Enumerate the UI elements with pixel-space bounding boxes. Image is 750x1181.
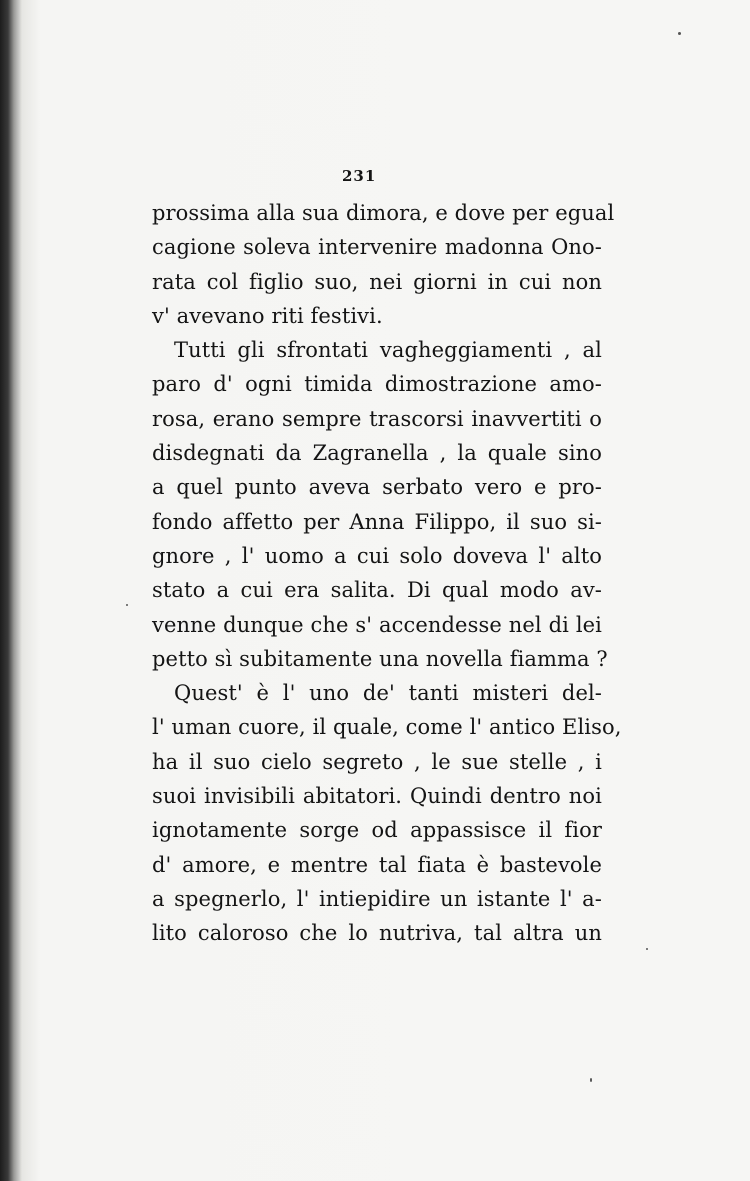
text-line: venne dunque che s' accendesse nel di lei [152, 612, 602, 637]
paper-speck [590, 1078, 592, 1082]
text-line: fondo affetto per Anna Filippo, il suo si- [152, 509, 602, 534]
text-line: ha il suo cielo segreto , le sue stelle , i [152, 749, 602, 774]
text-line: ignotamente sorge od appassisce il fior [152, 818, 602, 843]
paper-speck [646, 948, 648, 950]
body-text [152, 196, 622, 951]
text-line: paro d' ogni timida dimostrazione amo- [152, 372, 602, 397]
text-line: petto sì subitamente una novella fiamma ? [152, 646, 608, 671]
text-line: rosa, erano sempre trascorsi inavvertiti o [152, 406, 602, 431]
text-line: Quest' è l' uno de' tanti misteri del- [174, 681, 602, 706]
text-line: suoi invisibili abitatori. Quindi dentro noi [152, 784, 602, 809]
text-line: v' avevano riti festivi. [152, 303, 383, 328]
paper-speck [126, 604, 128, 606]
text-line: disdegnati da Zagranella , la quale sino [152, 441, 602, 466]
page-number: 231 [342, 167, 377, 185]
text-line: prossima alla sua dimora, e dove per egual [152, 201, 615, 225]
text-line: d' amore, e mentre tal fiata è bastevole [152, 852, 602, 877]
text-line: a quel punto aveva serbato vero e pro- [152, 475, 602, 500]
text-line: Tutti gli sfrontati vagheggiamenti , al [174, 338, 602, 363]
paper-speck [678, 32, 681, 35]
text-line: lito caloroso che lo nutriva, tal altra un [152, 921, 602, 946]
text-line: cagione soleva intervenire madonna Ono- [152, 235, 602, 260]
text-line: l' uman cuore, il quale, come l' antico Eliso, [152, 715, 622, 740]
text-line: rata col figlio suo, nei giorni in cui non [152, 269, 602, 294]
text-line: stato a cui era salita. Di qual modo av- [152, 578, 602, 603]
text-line: gnore , l' uomo a cui solo doveva l' alto [152, 543, 602, 568]
text-line: a spegnerlo, l' intiepidire un istante l' a- [152, 886, 602, 911]
